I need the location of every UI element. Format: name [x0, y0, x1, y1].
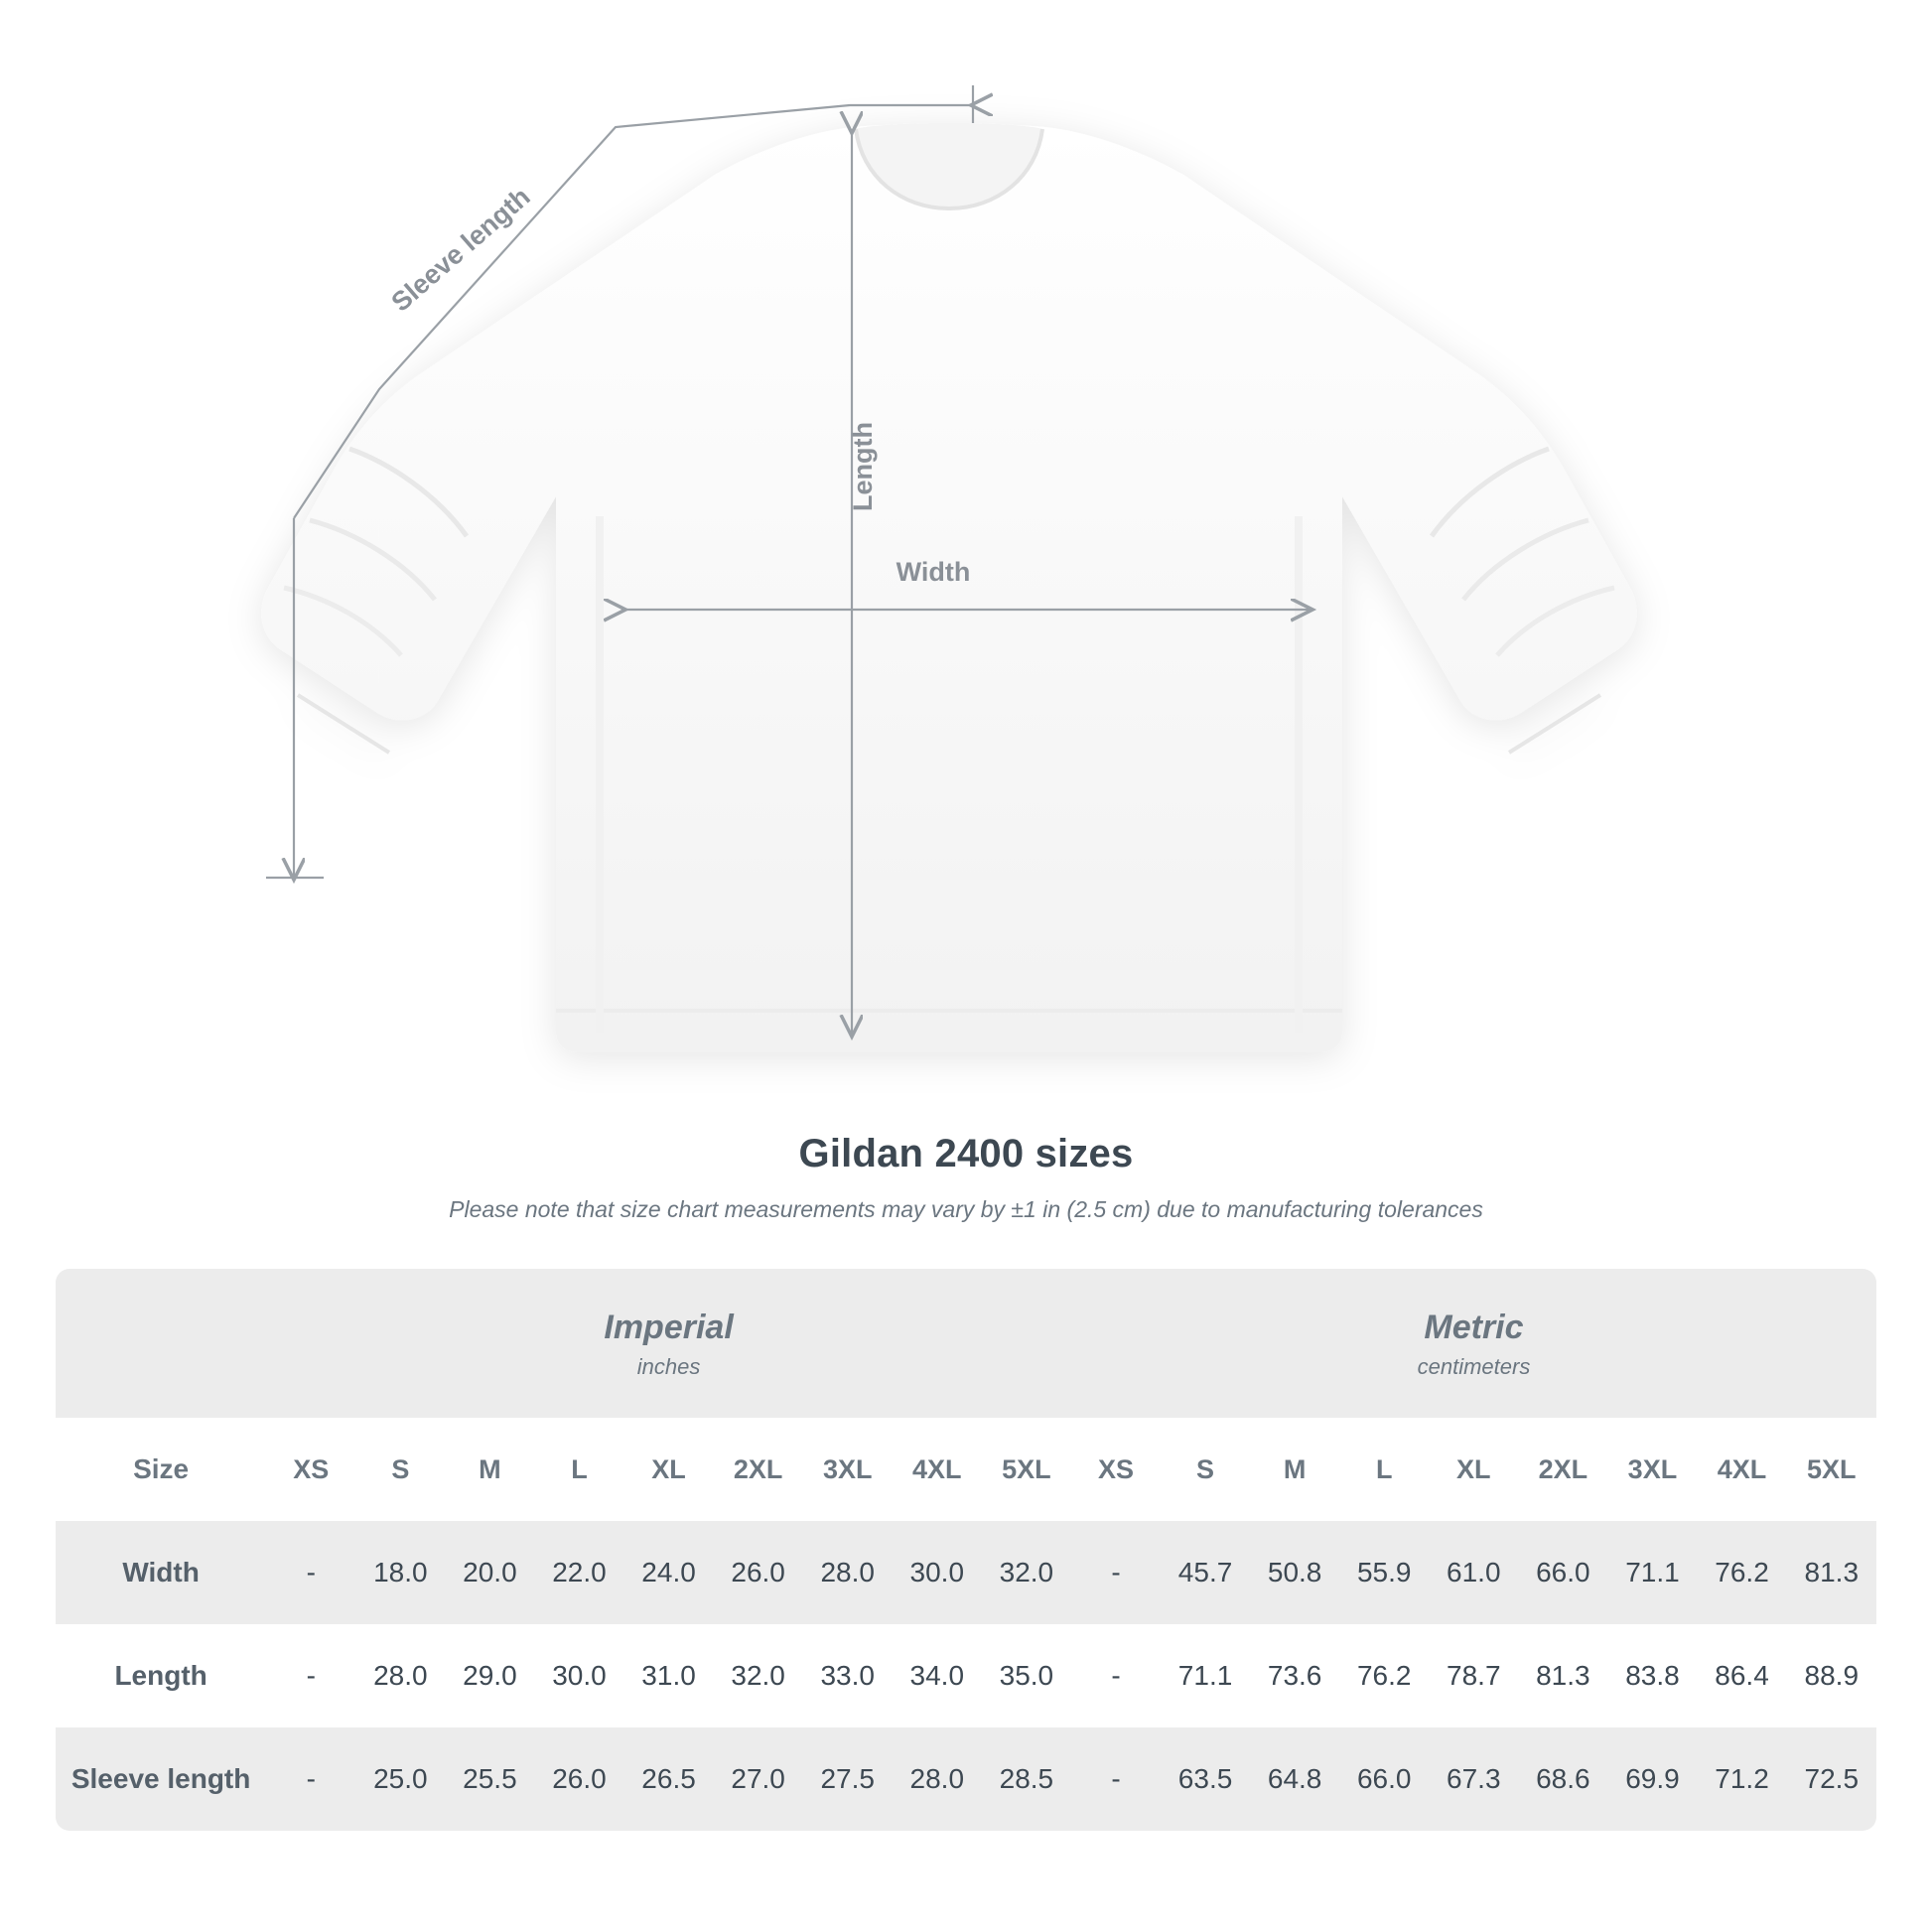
- sleeve-metric-m: 64.8: [1250, 1727, 1339, 1831]
- width-imperial-4xl: 30.0: [893, 1521, 982, 1624]
- width-metric-s: 45.7: [1161, 1521, 1250, 1624]
- page-title: Gildan 2400 sizes: [798, 1132, 1134, 1175]
- unit-header-metric: [1071, 1269, 1876, 1418]
- sleeve-imperial-2xl: 27.0: [714, 1727, 803, 1831]
- tolerance-note: Please note that size chart measurements may vary by ±1 in (2.5 cm) due to manufacturing tolerances: [449, 1196, 1483, 1222]
- sleeve-metric-s: 63.5: [1161, 1727, 1250, 1831]
- size-header-imperial-4xl: 4XL: [893, 1418, 982, 1521]
- size-header-imperial-xl: XL: [624, 1418, 714, 1521]
- sleeve-metric-5xl: 72.5: [1787, 1727, 1876, 1831]
- size-header-metric-l: L: [1339, 1418, 1429, 1521]
- size-table: [56, 1269, 1876, 1831]
- width-imperial-s: 18.0: [355, 1521, 445, 1624]
- length-metric-xl: 78.7: [1429, 1624, 1518, 1727]
- row-label-length: Length: [56, 1624, 266, 1727]
- sleeve-imperial-4xl: 28.0: [893, 1727, 982, 1831]
- width-imperial-xs: -: [266, 1521, 355, 1624]
- length-label: Length: [848, 422, 878, 511]
- unit-header-row: [56, 1269, 1876, 1418]
- metric-sub-label: centimeters: [1417, 1354, 1531, 1380]
- table-row: [56, 1624, 1876, 1727]
- sleeve-imperial-xs: -: [266, 1727, 355, 1831]
- sleeve-imperial-5xl: 28.5: [982, 1727, 1071, 1831]
- imperial-sub-label: inches: [636, 1354, 701, 1380]
- table-row: [56, 1727, 1876, 1831]
- length-imperial-l: 30.0: [534, 1624, 623, 1727]
- size-header-row: [56, 1418, 1876, 1521]
- width-imperial-2xl: 26.0: [714, 1521, 803, 1624]
- sleeve-imperial-3xl: 27.5: [803, 1727, 893, 1831]
- size-header-metric-4xl: 4XL: [1697, 1418, 1786, 1521]
- length-imperial-3xl: 33.0: [803, 1624, 893, 1727]
- length-metric-s: 71.1: [1161, 1624, 1250, 1727]
- length-metric-l: 76.2: [1339, 1624, 1429, 1727]
- row-label-sleeve-length: Sleeve length: [56, 1727, 266, 1831]
- sleeve-imperial-l: 26.0: [534, 1727, 623, 1831]
- size-header-metric-2xl: 2XL: [1518, 1418, 1607, 1521]
- width-metric-l: 55.9: [1339, 1521, 1429, 1624]
- width-metric-4xl: 76.2: [1697, 1521, 1786, 1624]
- size-header-imperial-xs: XS: [266, 1418, 355, 1521]
- size-header-metric-s: S: [1161, 1418, 1250, 1521]
- sleeve-metric-3xl: 69.9: [1607, 1727, 1697, 1831]
- length-imperial-m: 29.0: [445, 1624, 534, 1727]
- sleeve-metric-4xl: 71.2: [1697, 1727, 1786, 1831]
- length-metric-3xl: 83.8: [1607, 1624, 1697, 1727]
- width-imperial-m: 20.0: [445, 1521, 534, 1624]
- size-header-metric-xs: XS: [1071, 1418, 1161, 1521]
- width-metric-xs: -: [1071, 1521, 1161, 1624]
- width-imperial-l: 22.0: [534, 1521, 623, 1624]
- size-header-metric-m: M: [1250, 1418, 1339, 1521]
- size-header-imperial-5xl: 5XL: [982, 1418, 1071, 1521]
- length-imperial-xl: 31.0: [624, 1624, 714, 1727]
- size-header-metric-3xl: 3XL: [1607, 1418, 1697, 1521]
- length-imperial-s: 28.0: [355, 1624, 445, 1727]
- length-metric-xs: -: [1071, 1624, 1161, 1727]
- size-header-imperial-m: M: [445, 1418, 534, 1521]
- width-metric-3xl: 71.1: [1607, 1521, 1697, 1624]
- size-header-imperial-3xl: 3XL: [803, 1418, 893, 1521]
- width-metric-2xl: 66.0: [1518, 1521, 1607, 1624]
- sleeve-metric-xl: 67.3: [1429, 1727, 1518, 1831]
- width-imperial-xl: 24.0: [624, 1521, 714, 1624]
- metric-label: Metric: [1424, 1308, 1524, 1346]
- table-row: [56, 1521, 1876, 1624]
- width-metric-xl: 61.0: [1429, 1521, 1518, 1624]
- size-header-imperial-2xl: 2XL: [714, 1418, 803, 1521]
- row-label-width: Width: [56, 1521, 266, 1624]
- size-table-wrapper: [56, 1269, 1876, 1831]
- sleeve-length-label: Sleeve length: [385, 181, 536, 318]
- sleeve-imperial-s: 25.0: [355, 1727, 445, 1831]
- sleeve-imperial-xl: 26.5: [624, 1727, 714, 1831]
- length-imperial-2xl: 32.0: [714, 1624, 803, 1727]
- size-header-imperial-l: L: [534, 1418, 623, 1521]
- length-imperial-5xl: 35.0: [982, 1624, 1071, 1727]
- width-imperial-5xl: 32.0: [982, 1521, 1071, 1624]
- imperial-label: Imperial: [604, 1308, 734, 1346]
- sleeve-metric-l: 66.0: [1339, 1727, 1429, 1831]
- sleeve-imperial-m: 25.5: [445, 1727, 534, 1831]
- width-metric-m: 50.8: [1250, 1521, 1339, 1624]
- chart-heading: [0, 1132, 1932, 1223]
- width-label: Width: [896, 557, 971, 587]
- length-metric-4xl: 86.4: [1697, 1624, 1786, 1727]
- size-header-imperial-s: S: [355, 1418, 445, 1521]
- width-imperial-3xl: 28.0: [803, 1521, 893, 1624]
- unit-header-spacer: [56, 1269, 266, 1418]
- size-header-metric-xl: XL: [1429, 1418, 1518, 1521]
- length-metric-5xl: 88.9: [1787, 1624, 1876, 1727]
- sleeve-metric-2xl: 68.6: [1518, 1727, 1607, 1831]
- length-metric-m: 73.6: [1250, 1624, 1339, 1727]
- sleeve-metric-xs: -: [1071, 1727, 1161, 1831]
- size-header-metric-5xl: 5XL: [1787, 1418, 1876, 1521]
- length-metric-2xl: 81.3: [1518, 1624, 1607, 1727]
- length-imperial-xs: -: [266, 1624, 355, 1727]
- width-metric-5xl: 81.3: [1787, 1521, 1876, 1624]
- unit-header-imperial: [266, 1269, 1071, 1418]
- size-header-label: Size: [56, 1418, 266, 1521]
- length-imperial-4xl: 34.0: [893, 1624, 982, 1727]
